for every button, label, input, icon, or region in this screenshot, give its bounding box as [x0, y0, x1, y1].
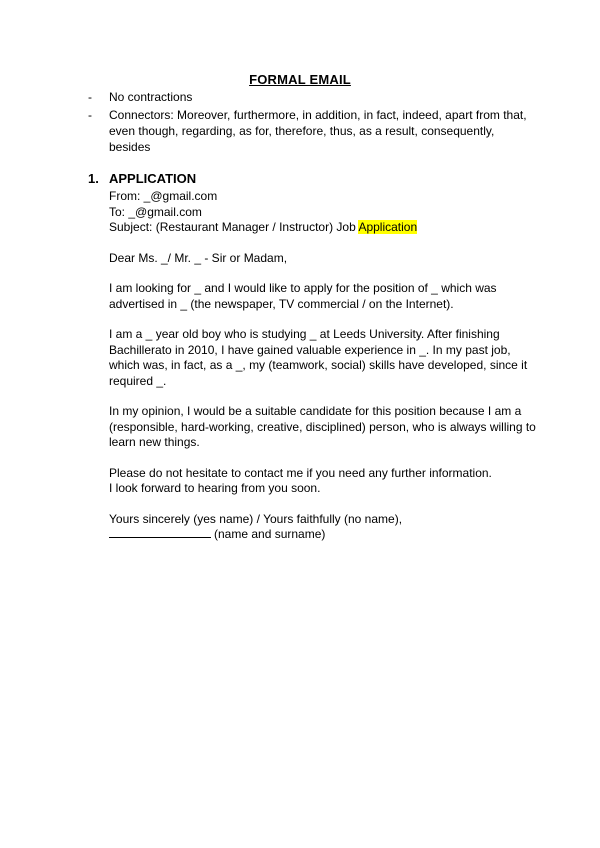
email-header: [109, 189, 539, 236]
email-closing-line-1: Please do not hesitate to contact me if you need any further information.: [109, 465, 492, 480]
section-heading-text: APPLICATION: [109, 171, 197, 186]
bullet-dash: -: [88, 90, 92, 104]
bullet-text: Connectors: Moreover, furthermore, in addition, in fact, indeed, apart from that, even though, regarding, as for, therefore, thus, as a result, consequently, besides: [109, 108, 527, 154]
section-heading-application: [88, 171, 196, 186]
email-signoff: Yours sincerely (yes name) / Yours faithfully (no name),: [109, 511, 403, 526]
email-subject-text: Subject: (Restaurant Manager / Instructor) Job: [109, 220, 359, 234]
signature-blank-line: [109, 527, 211, 538]
bullet-dash: -: [88, 108, 92, 122]
email-paragraph-3: In my opinion, I would be a suitable candidate for this position because I am a (responsible, hard-working, creative, disciplined) person, who is always willing to learn new things.: [109, 404, 536, 449]
email-to-line: To: _@gmail.com: [109, 204, 202, 219]
bullet-text: No contractions: [109, 90, 193, 104]
email-template: [109, 189, 539, 558]
email-paragraph-2: I am a _ year old boy who is studying _ at Leeds University. After finishing Bachillerato in 2010, I have gained valuable experience in _. In my past job, which was, in fact, as a _, my (teamwork, social) skills have developed, since it required _.: [109, 327, 528, 388]
email-closing: [109, 466, 539, 497]
email-greeting: Dear Ms. _/ Mr. _ - Sir or Madam,: [109, 250, 288, 265]
email-closing-line-2: I look forward to hearing from you soon.: [109, 481, 321, 495]
bullet-item-connectors: [88, 107, 538, 155]
section-number: 1.: [88, 171, 99, 186]
bullet-item-contractions: [88, 89, 538, 105]
tips-bullet-list: [88, 89, 538, 157]
document-title: FORMAL EMAIL: [249, 72, 351, 87]
email-signoff-block: [109, 512, 539, 543]
signature-label: (name and surname): [214, 527, 326, 541]
email-subject-line: [109, 220, 539, 236]
email-from-line: From: _@gmail.com: [109, 189, 218, 203]
email-paragraph-1: I am looking for _ and I would like to apply for the position of _ which was advertised in _ (the newspaper, TV commercial / on the Internet).: [109, 281, 497, 311]
highlighted-word: Application: [358, 220, 418, 234]
